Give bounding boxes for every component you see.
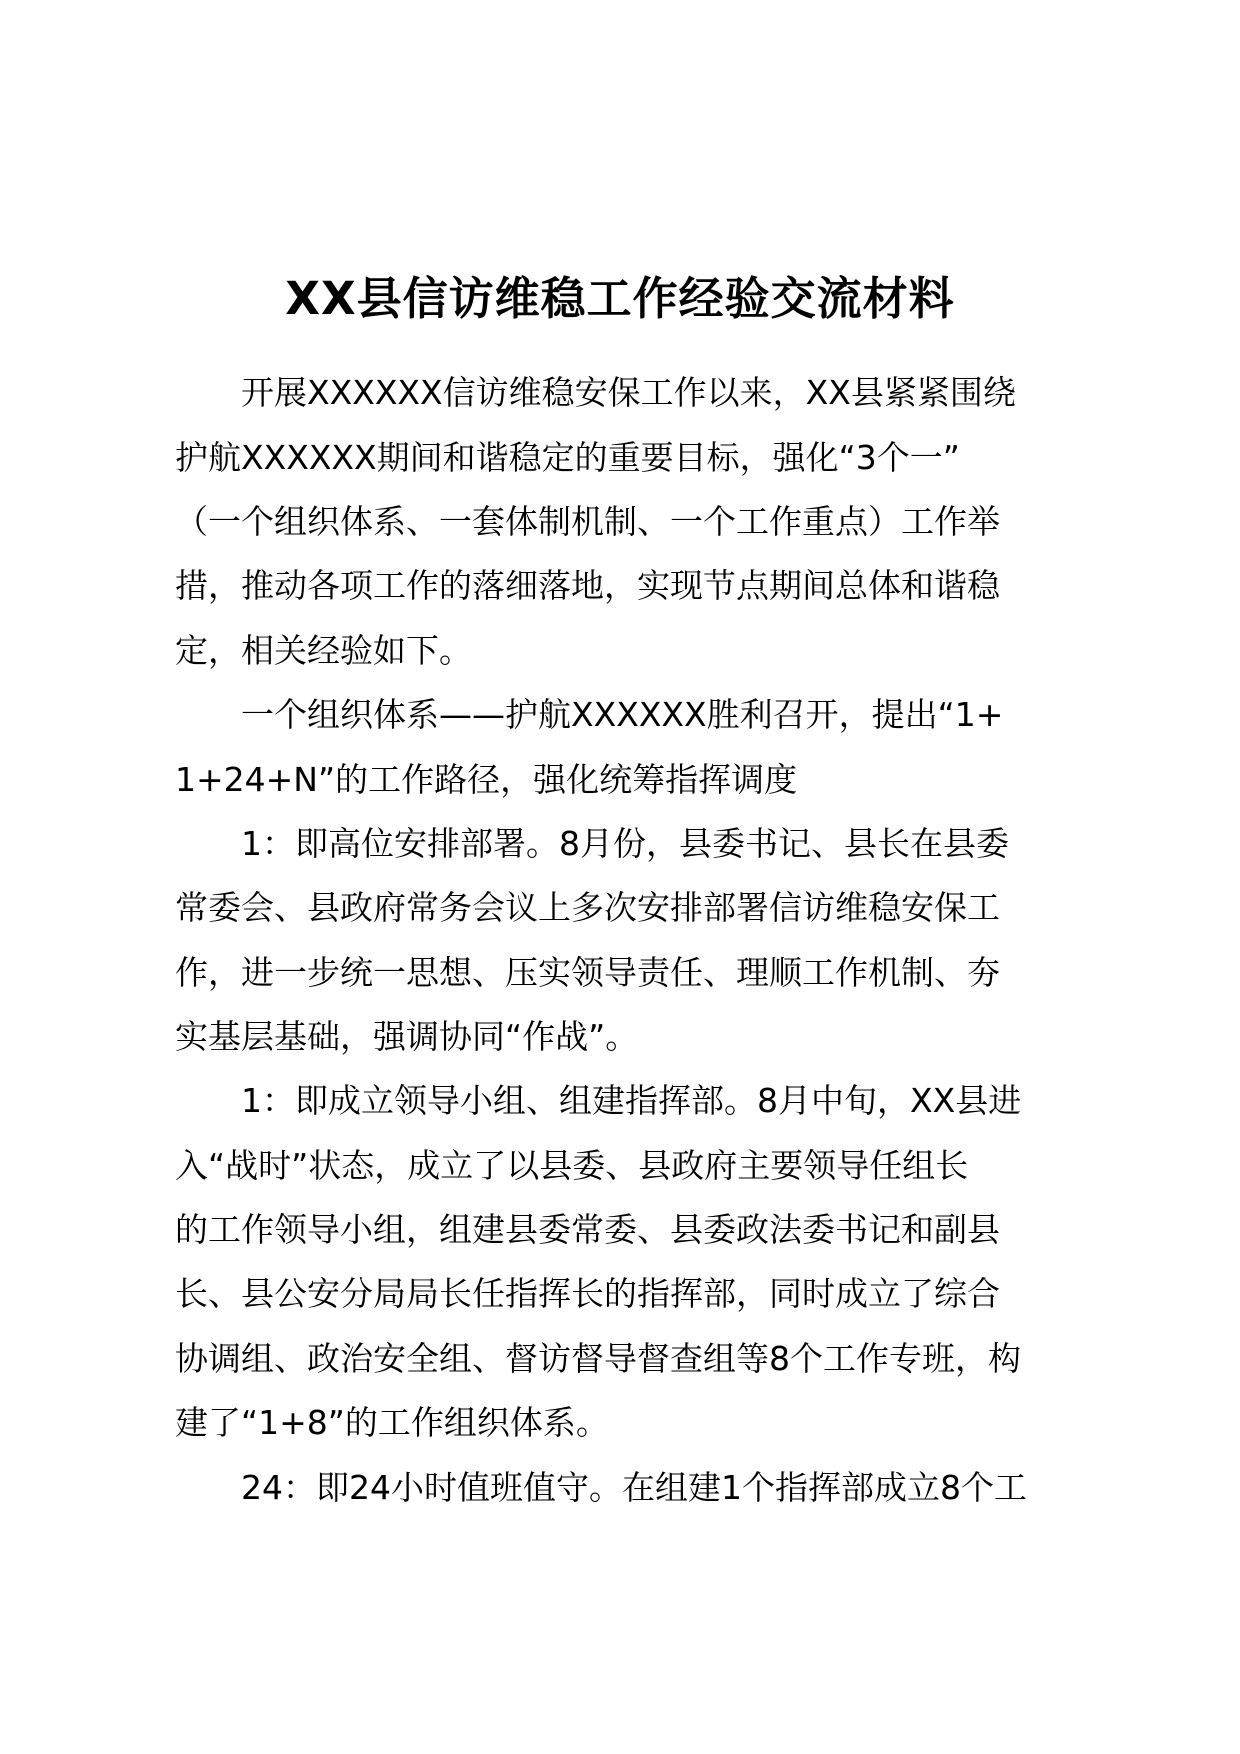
body-line: 入“战时”状态，成立了以县委、县政府主要领导任组长 <box>175 1146 969 1185</box>
body-line: 护航XXXXXX期间和谐稳定的重要目标，强化“3个一” <box>175 438 960 477</box>
body-line: （一个组织体系、一套体制机制、一个工作重点）工作举 <box>175 502 1000 541</box>
body-line: 24：即24小时值班值守。在组建1个指挥部成立8个工 <box>241 1468 1027 1507</box>
body-line: 建了“1+8”的工作组织体系。 <box>175 1403 609 1442</box>
body-line: 作，进一步统一思想、压实领导责任、理顺工作机制、夯 <box>175 953 1000 992</box>
body-line: 1：即高位安排部署。8月份，县委书记、县长在县委 <box>241 824 1009 863</box>
document-title: XX县信访维稳工作经验交流材料 <box>285 272 955 325</box>
body-line: 长、县公安分局局长任指挥长的指挥部，同时成立了综合 <box>175 1274 1000 1313</box>
body-line: 1+24+N”的工作路径，强化统筹指挥调度 <box>175 760 798 799</box>
body-line: 一个组织体系——护航XXXXXX胜利召开，提出“1+ <box>241 695 1004 734</box>
body-line: 措，推动各项工作的落细落地，实现节点期间总体和谐稳 <box>175 566 1000 605</box>
body-line: 定，相关经验如下。 <box>175 631 472 670</box>
body-line: 1：即成立领导小组、组建指挥部。8月中旬，XX县进 <box>241 1081 1022 1120</box>
body-line: 实基层基础，强调协同“作战”。 <box>175 1017 639 1056</box>
body-line: 的工作领导小组，组建县委常委、县委政法委书记和副县 <box>175 1210 1000 1249</box>
body-line: 开展XXXXXX信访维稳安保工作以来，XX县紧紧围绕 <box>241 373 1016 412</box>
body-line: 常委会、县政府常务会议上多次安排部署信访维稳安保工 <box>175 888 1000 927</box>
body-line: 协调组、政治安全组、督访督导督查组等8个工作专班，构 <box>175 1339 1021 1378</box>
